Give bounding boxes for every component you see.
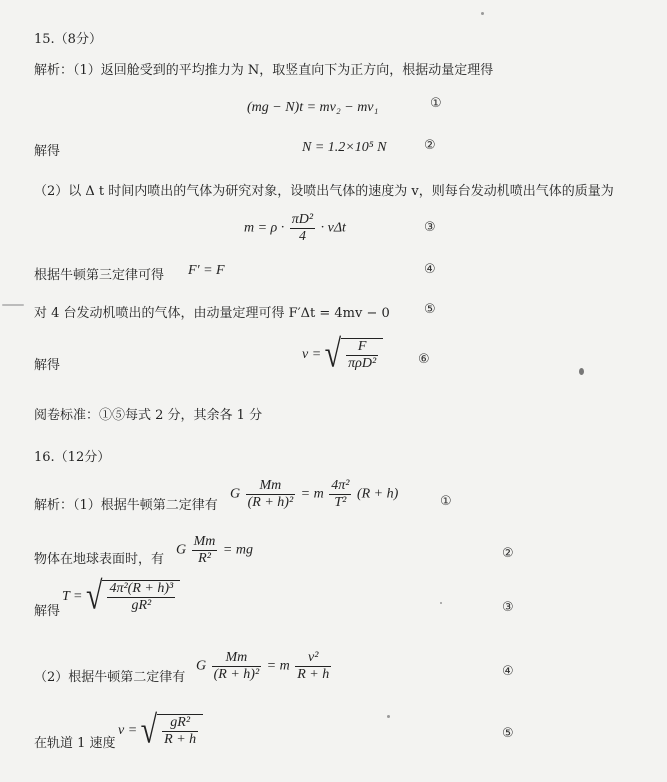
- q16-eq5-sqrt: [140, 708, 203, 752]
- q15-eq3-fraction: [290, 212, 315, 245]
- q15-grading-note: 阅卷标准：①⑤每式 2 分，其余各 1 分: [34, 408, 263, 423]
- q15-marker-2: ②: [424, 138, 436, 153]
- q15-solve-label: 解得: [34, 144, 61, 159]
- q16-solve-label: 解得: [34, 604, 61, 619]
- q16-eq4-den: (R + h)²: [213, 667, 260, 682]
- q15-marker-5: ⑤: [424, 302, 436, 317]
- q16-eq1-num2: 4π²: [331, 478, 350, 493]
- q16-eq4-num: Mm: [225, 650, 248, 665]
- q15-marker-6: ⑥: [418, 352, 430, 367]
- q15-eq6: [302, 332, 383, 376]
- q15-momentum-text: 对 4 台发动机喷出的气体，由动量定理可得 F′Δt = 4mv − 0: [34, 306, 390, 321]
- q16-eq5-radicand: [157, 714, 203, 748]
- q16-surface-text: 物体在地球表面时，有: [34, 552, 165, 567]
- q16-eq1-frac1: [246, 478, 296, 511]
- q16-eq2-den: R²: [192, 550, 218, 567]
- q15-part2-text: （2）以 Δ t 时间内喷出的气体为研究对象，设喷出气体的速度为 v，则每台发动机喷出气体的质量为: [34, 184, 614, 199]
- q16-eq1-den2: T²: [329, 494, 351, 511]
- q16-eq3-left: T =: [62, 589, 83, 605]
- q16-eq2-right: = mg: [222, 542, 253, 558]
- q16-eq2-num: Mm: [193, 534, 216, 549]
- sqrt-radical-icon: √: [140, 708, 158, 752]
- q16-eq5-fraction: [162, 715, 198, 748]
- q16-eq5-num: gR²: [170, 715, 191, 730]
- q16-marker-1: ①: [440, 494, 452, 509]
- q15-newton3-text: 根据牛顿第三定律可得: [34, 268, 165, 283]
- q16-eq1: [230, 478, 398, 511]
- q16-eq1-den: (R + h)²: [247, 495, 294, 510]
- scan-speck: [387, 715, 390, 718]
- q16-eq1-num: Mm: [259, 478, 282, 493]
- q16-part2-text: （2）根据牛顿第二定律有: [34, 670, 186, 685]
- q16-eq2-G: G: [176, 542, 187, 558]
- q16-eq5: [118, 708, 203, 752]
- q16-eq4-den2: R + h: [297, 667, 330, 682]
- q16-marker-2: ②: [502, 546, 514, 561]
- q16-eq2-frac: [192, 534, 218, 567]
- q16-eq3-radicand: [102, 580, 180, 614]
- q16-marker-3: ③: [502, 600, 514, 615]
- q16-eq3-sqrt: [85, 574, 180, 618]
- q16-eq4-num2: v²: [308, 650, 319, 665]
- q16-part1-text: 解析：（1）根据牛顿第二定律有: [34, 498, 218, 513]
- q16-eq5-den: R + h: [164, 732, 197, 747]
- q15-eq6-fraction: [346, 339, 378, 372]
- q16-marker-4: ④: [502, 664, 514, 679]
- q15-eq3: [244, 212, 346, 245]
- q15-part1-text: 解析：（1）返回舱受到的平均推力为 N，取竖直向下为正方向，根据动量定理得: [34, 63, 494, 78]
- q16-eq4-frac2: [295, 650, 331, 683]
- q16-eq1-frac2: [329, 478, 351, 511]
- q16-eq1-right: (R + h): [356, 486, 399, 502]
- q15-title: 15.（8分）: [34, 32, 102, 47]
- q16-eq4: [196, 650, 333, 683]
- q16-eq4-frac1: [212, 650, 262, 683]
- q15-eq1: (mg − N)t = mv₂ − mv₁: [247, 100, 379, 115]
- q16-marker-5: ⑤: [502, 726, 514, 741]
- q15-eq6-den: πρD²: [348, 356, 377, 371]
- q16-title: 16.（12分）: [34, 450, 111, 465]
- q16-eq3: [62, 574, 180, 618]
- q16-eq4-mid: = m: [266, 658, 290, 674]
- scan-speck: [579, 368, 584, 375]
- q15-marker-3: ③: [424, 220, 436, 235]
- q15-eq6-num: F: [357, 339, 367, 354]
- q16-eq3-fraction: [107, 581, 175, 614]
- scan-speck: [440, 602, 442, 604]
- sqrt-radical-icon: √: [324, 332, 342, 376]
- q16-eq1-G: G: [230, 486, 241, 502]
- q15-marker-4: ④: [424, 262, 436, 277]
- q16-eq1-mid: = m: [300, 486, 324, 502]
- q16-eq4-G: G: [196, 658, 207, 674]
- q16-eq3-den: gR²: [107, 597, 175, 614]
- q15-eq6-radicand: [341, 338, 383, 372]
- q15-marker-1: ①: [430, 96, 442, 111]
- scan-speck: [481, 12, 484, 15]
- q15-eq4: F′ = F: [188, 263, 225, 278]
- q15-eq3-left: m = ρ ·: [244, 220, 285, 236]
- q16-orbit-text: 在轨道 1 速度: [34, 736, 116, 751]
- q16-eq2: [176, 534, 253, 567]
- q15-eq6-left: v =: [302, 347, 322, 363]
- sqrt-radical-icon: √: [85, 574, 103, 618]
- q15-eq2: N = 1.2×10⁵ N: [302, 140, 387, 155]
- q15-eq3-den: 4: [290, 228, 315, 245]
- q15-eq6-sqrt: [324, 332, 384, 376]
- q15-eq3-right: · vΔt: [320, 220, 346, 236]
- q16-eq3-num: 4π²(R + h)³: [109, 581, 174, 596]
- scan-speck: [2, 304, 24, 306]
- q16-eq5-left: v =: [118, 723, 138, 739]
- q15-solve-label-2: 解得: [34, 358, 61, 373]
- q15-eq3-num: πD²: [291, 212, 314, 227]
